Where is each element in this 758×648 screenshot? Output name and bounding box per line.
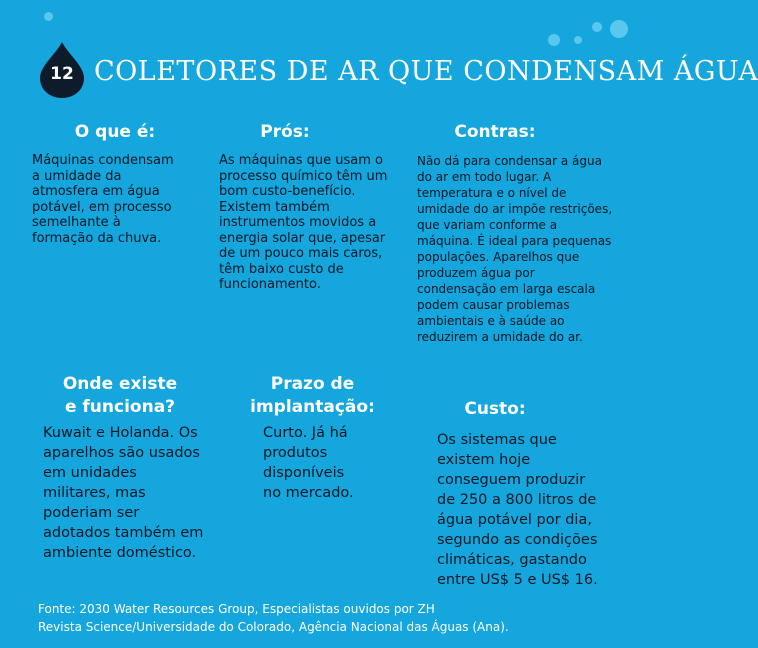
text-line: têm baixo custo de (219, 261, 344, 277)
header (36, 42, 758, 98)
text-line: conseguem produzir (437, 472, 586, 488)
text-line: processo químico têm um (219, 168, 388, 184)
text-line: temperatura e o nível de (417, 186, 567, 200)
text-line: em unidades (43, 465, 137, 481)
heading-custo: Custo: (464, 399, 526, 419)
text-line: que variam conforme a (417, 218, 558, 232)
heading-line: implantação: (250, 397, 375, 417)
text-prazo (263, 423, 403, 503)
text-line: segundo as condições (437, 532, 598, 548)
text-custo (437, 430, 632, 590)
bubble-decoration (610, 20, 628, 38)
text-line: poderiam ser (43, 505, 140, 521)
heading-onde-existe (40, 373, 200, 419)
heading-line: e funciona? (64, 397, 176, 417)
text-pros (219, 153, 409, 293)
text-line: umidade do ar impõe restrições, (417, 202, 613, 216)
text-line: do ar em todo lugar. A (417, 170, 552, 184)
text-line: Máquinas condensam (32, 153, 174, 168)
text-line: Kuwait e Holanda. Os (43, 425, 198, 441)
text-line: produtos (263, 445, 328, 461)
heading-pros: Prós: (260, 122, 310, 142)
text-line: energia solar que, apesar (219, 230, 386, 246)
text-line: a umidade da (32, 168, 122, 184)
text-o-que-e (32, 153, 207, 246)
text-line: condensação em larga escala (417, 282, 596, 296)
text-line: militares, mas (43, 485, 146, 501)
text-line: ambientais e à saúde ao (417, 314, 565, 328)
heading-line: Onde existe (62, 374, 178, 394)
text-line: ambiente doméstico. (43, 545, 197, 561)
text-line: atmosfera em água (32, 184, 160, 199)
text-line: aparelhos são usados (43, 445, 200, 461)
text-line: Curto. Já há (263, 425, 348, 441)
heading-line: Prazo de (270, 374, 355, 394)
text-line: produzem água por (417, 266, 535, 280)
source-line: Revista Science/Universidade do Colorado, Agência Nacional das Águas (Ana). (38, 620, 509, 634)
text-line: de 250 a 800 litros de (437, 492, 597, 508)
text-line: água potável por dia, (437, 512, 592, 528)
text-onde-existe (43, 423, 223, 563)
text-line: no mercado. (263, 485, 354, 501)
page-title: COLETORES DE AR QUE CONDENSAM ÁGUA (94, 56, 758, 87)
text-line: Os sistemas que (437, 432, 557, 448)
source-line: Fonte: 2030 Water Resources Group, Especialistas ouvidos por ZH (38, 602, 435, 616)
text-contras (417, 153, 632, 345)
text-line: de um pouco mais caros, (219, 246, 383, 261)
text-line: climáticas, gastando (437, 552, 587, 568)
text-line: instrumentos movidos a (219, 215, 377, 230)
bubble-decoration (592, 22, 602, 32)
heading-prazo (230, 373, 395, 419)
heading-o-que-e: O que é: (74, 122, 156, 142)
text-line: podem causar problemas (417, 298, 570, 312)
text-line: funcionamento. (219, 277, 321, 292)
heading-contras: Contras: (454, 122, 536, 142)
text-line: bom custo-benefício. (219, 184, 356, 199)
text-line: Existem também (219, 199, 330, 215)
text-line: As máquinas que usam o (219, 153, 383, 168)
section-number: 12 (50, 64, 74, 84)
text-line: formação da chuva. (32, 230, 162, 246)
text-line: máquina. É ideal para pequenas (417, 234, 612, 248)
text-line: Não dá para condensar a água (417, 154, 602, 168)
text-line: populações. Aparelhos que (417, 250, 580, 264)
text-line: disponíveis (263, 465, 345, 481)
text-line: semelhante à (32, 215, 121, 230)
text-line: potável, em processo (32, 199, 172, 215)
text-line: adotados também em (43, 525, 204, 541)
bubble-decoration (44, 12, 53, 21)
text-line: existem hoje (437, 452, 531, 468)
source-note (38, 600, 628, 636)
text-line: entre US$ 5 e US$ 16. (437, 572, 598, 588)
text-line: reduzirem a umidade do ar. (417, 330, 583, 344)
